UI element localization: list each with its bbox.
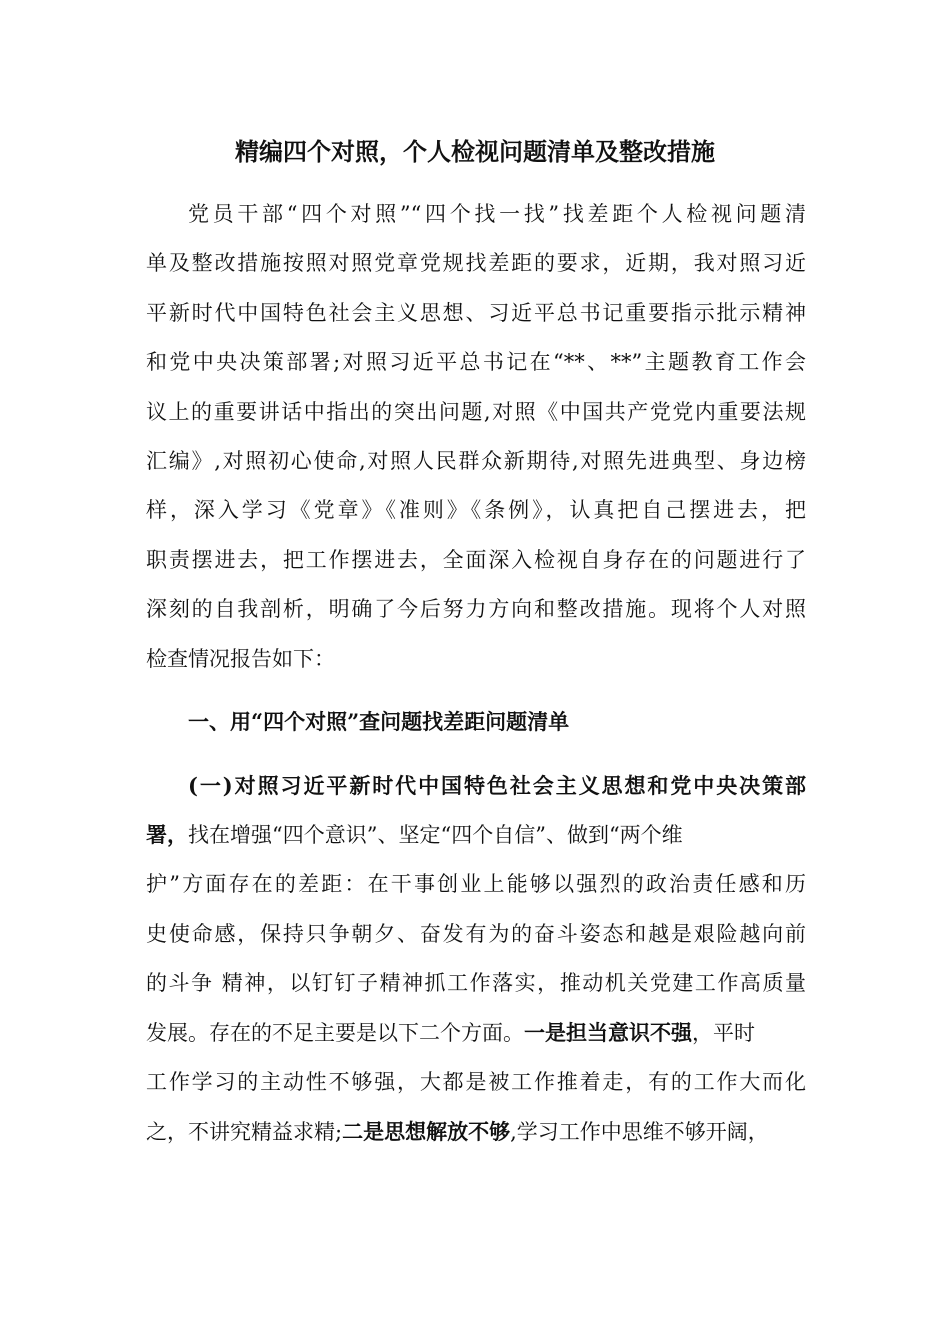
body-text: ，平时 [692, 1021, 755, 1045]
body-line-4 [146, 1018, 806, 1048]
body-line-1: 护”方面存在的差距：在干事创业上能够以强烈的政治责任感和历 [146, 872, 806, 896]
section-heading: 一、用“四个对照”查问题找差距问题清单 [188, 709, 570, 734]
key-point-1: 一是担当意识不强 [524, 1020, 692, 1045]
intro-line-10: 检查情况报告如下： [146, 647, 335, 671]
key-point-2: 二是思想解放不够 [342, 1119, 511, 1144]
body-line-2: 史使命感，保持只争朝夕、奋发有为的奋斗姿态和越是艰险越向前 [146, 922, 806, 946]
subsection-heading-end: 署， [146, 822, 188, 847]
body-line-6 [146, 1117, 806, 1147]
subsection-heading-line-2 [146, 820, 806, 850]
intro-line-4: 和党中央决策部署;对照习近平总书记在“**、**”主题教育工作会 [146, 350, 806, 374]
subsection-text: 找在增强“四个意识”、坚定“四个自信”、做到“两个维 [188, 823, 683, 847]
intro-line-9: 深刻的自我剖析，明确了今后努力方向和整改措施。现将个人对照 [146, 597, 806, 621]
body-text: 发展。存在的不足主要是以下二个方面。 [146, 1021, 524, 1045]
intro-line-2: 单及整改措施按照对照党章党规找差距的要求，近期，我对照习近 [146, 251, 806, 275]
intro-line-8: 职责摆进去，把工作摆进去，全面深入检视自身存在的问题进行了 [146, 548, 806, 572]
intro-line-6: 汇编》,对照初心使命,对照人民群众新期待,对照先进典型、身边榜 [146, 449, 806, 473]
body-line-5: 工作学习的主动性不够强，大都是被工作推着走，有的工作大而化 [146, 1070, 806, 1094]
intro-line-1: 党员干部“四个对照”“四个找一找”找差距个人检视问题清 [188, 202, 806, 226]
intro-line-5: 议上的重要讲话中指出的突出问题,对照《中国共产党党内重要法规 [146, 400, 806, 424]
body-text: ,学习工作中思维不够开阔， [510, 1120, 769, 1144]
intro-line-7: 样，深入学习《党章》《准则》《条例》，认真把自己摆进去，把 [146, 498, 806, 522]
document-title: 精编四个对照，个人检视问题清单及整改措施 [235, 137, 715, 166]
subsection-heading-line-1: (一)对照习近平新时代中国特色社会主义思想和党中央决策部 [188, 773, 806, 798]
body-text: 之，不讲究精益求精; [146, 1120, 343, 1144]
intro-line-3: 平新时代中国特色社会主义思想、习近平总书记重要指示批示精神 [146, 301, 806, 325]
body-line-3: 的斗争 精神，以钉钉子精神抓工作落实，推动机关党建工作高质量 [146, 971, 806, 995]
